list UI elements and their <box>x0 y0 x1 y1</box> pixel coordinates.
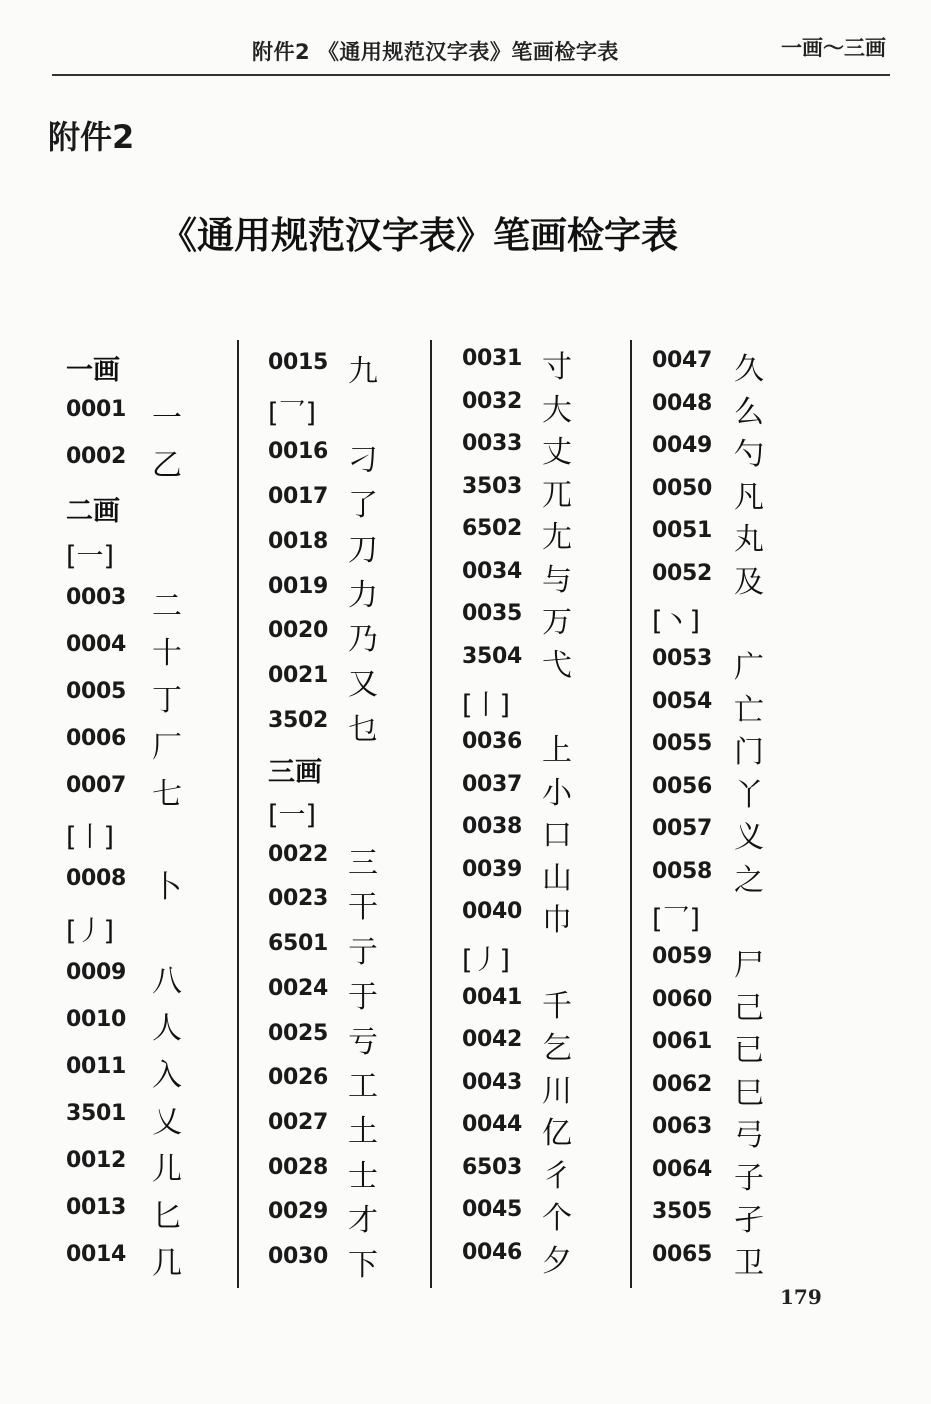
hanzi-char: 么 <box>734 394 764 430</box>
hanzi-char: 勺 <box>734 437 764 473</box>
char-code: 0011 <box>66 1054 127 1080</box>
hanzi-char: 夕 <box>542 1244 572 1279</box>
char-code: 0042 <box>462 1027 523 1053</box>
char-code: 0026 <box>268 1065 329 1091</box>
char-code: 0019 <box>268 573 329 599</box>
hanzi-char: 人 <box>152 1011 182 1047</box>
hanzi-char: 入 <box>152 1058 182 1094</box>
char-code: 0007 <box>66 772 127 798</box>
char-code: 0025 <box>268 1020 329 1046</box>
first-stroke-subheading: [一] <box>66 540 115 572</box>
hanzi-char: 下 <box>348 1248 378 1283</box>
hanzi-char: 八 <box>152 964 182 1000</box>
page-number: 179 <box>780 1285 822 1309</box>
hanzi-char: 士 <box>348 1158 378 1194</box>
hanzi-char: 门 <box>734 735 764 771</box>
first-stroke-subheading: [丿] <box>462 945 511 976</box>
char-code: 0063 <box>652 1114 713 1140</box>
char-code: 0059 <box>652 944 713 969</box>
char-code: 0029 <box>268 1199 329 1225</box>
hanzi-char: 乞 <box>542 1031 572 1067</box>
hanzi-char: 丈 <box>542 435 572 471</box>
hanzi-char: 尢 <box>542 520 572 556</box>
char-code: 0044 <box>462 1112 523 1138</box>
hanzi-char: 凡 <box>734 479 764 515</box>
hanzi-char: 小 <box>542 775 572 811</box>
hanzi-char: 孑 <box>734 1203 764 1239</box>
char-code: 0021 <box>268 662 329 688</box>
char-code: 0024 <box>268 975 329 1001</box>
char-code: 0037 <box>462 771 523 797</box>
char-code: 3502 <box>268 707 329 733</box>
char-code: 0039 <box>462 856 523 882</box>
hanzi-char: 寸 <box>542 350 572 385</box>
hanzi-char: 刁 <box>348 443 378 479</box>
hanzi-char: 川 <box>542 1073 572 1109</box>
char-code: 0057 <box>652 816 713 842</box>
stroke-count-heading: 一画 <box>66 355 120 386</box>
char-code: 0060 <box>652 986 713 1012</box>
char-code: 0008 <box>66 866 127 892</box>
hanzi-char: 子 <box>734 1160 764 1196</box>
char-code: 3503 <box>462 473 523 499</box>
hanzi-char: 干 <box>348 890 378 926</box>
hanzi-char: 上 <box>542 733 572 769</box>
char-code: 0048 <box>652 390 713 416</box>
page-title: 《通用规范汉字表》笔画检字表 <box>160 214 678 257</box>
hanzi-char: 丸 <box>734 522 764 558</box>
column-divider <box>430 340 432 1288</box>
hanzi-char: 山 <box>542 860 572 896</box>
hanzi-char: 及 <box>734 564 764 600</box>
hanzi-char: 二 <box>152 588 182 624</box>
hanzi-char: 弓 <box>734 1118 764 1154</box>
char-code: 0065 <box>652 1242 713 1267</box>
hanzi-char: 与 <box>542 562 572 598</box>
hanzi-char: 乃 <box>348 622 378 658</box>
char-code: 0034 <box>462 558 523 584</box>
hanzi-char: 千 <box>542 988 572 1024</box>
char-code: 0043 <box>462 1069 523 1095</box>
first-stroke-subheading: [乛] <box>652 904 701 936</box>
first-stroke-subheading: [一] <box>268 800 317 831</box>
char-code: 0046 <box>462 1240 523 1265</box>
hanzi-char: 己 <box>734 990 764 1026</box>
running-title: 附件2 《通用规范汉字表》笔画检字表 <box>252 40 619 64</box>
hanzi-char: 几 <box>152 1246 182 1281</box>
hanzi-char: 乙 <box>152 447 182 483</box>
char-code: 0058 <box>652 858 713 884</box>
running-stroke-range: 一画～三画 <box>781 36 886 60</box>
char-code: 0041 <box>462 984 523 1010</box>
hanzi-char: 大 <box>542 392 572 428</box>
hanzi-char: 儿 <box>152 1152 182 1188</box>
char-code: 0064 <box>652 1156 713 1182</box>
stroke-count-heading: 二画 <box>66 495 120 527</box>
char-code: 0045 <box>462 1197 523 1223</box>
hanzi-char: 个 <box>542 1201 572 1237</box>
hanzi-char: 三 <box>348 845 378 881</box>
char-code: 0049 <box>652 433 713 459</box>
hanzi-char: 久 <box>734 352 764 387</box>
char-code: 3504 <box>462 644 523 669</box>
hanzi-char: 已 <box>734 1033 764 1069</box>
char-code: 0001 <box>66 396 127 422</box>
char-code: 0052 <box>652 560 713 586</box>
char-code: 0040 <box>462 899 523 925</box>
char-code: 0010 <box>66 1007 127 1033</box>
appendix-label: 附件2 <box>48 118 135 156</box>
hanzi-char: 乂 <box>152 1105 182 1141</box>
first-stroke-subheading: [丨] <box>462 689 511 721</box>
char-code: 0017 <box>268 484 329 510</box>
char-code: 6501 <box>268 931 329 957</box>
char-code: 0055 <box>652 731 713 757</box>
char-code: 0022 <box>268 841 329 867</box>
hanzi-char: 巾 <box>542 903 572 939</box>
char-code: 0020 <box>268 618 329 644</box>
hanzi-char: 丁 <box>152 682 182 718</box>
first-stroke-subheading: [乛] <box>268 397 317 429</box>
first-stroke-subheading: [丨] <box>66 822 115 854</box>
hanzi-char: 于 <box>348 979 378 1015</box>
char-code: 0056 <box>652 773 713 799</box>
hanzi-char: 又 <box>348 666 378 702</box>
hanzi-char: 丫 <box>734 777 764 813</box>
char-code: 0047 <box>652 348 713 373</box>
char-code: 0031 <box>462 346 523 371</box>
char-code: 0023 <box>268 886 329 912</box>
hanzi-char: 亿 <box>542 1116 572 1152</box>
char-code: 0004 <box>66 631 127 657</box>
char-code: 0013 <box>66 1195 127 1221</box>
char-code: 0032 <box>462 388 523 414</box>
char-code: 6503 <box>462 1154 523 1180</box>
char-code: 0030 <box>268 1244 329 1269</box>
column-divider <box>237 340 239 1288</box>
hanzi-char: 亍 <box>348 935 378 971</box>
hanzi-char: 弋 <box>542 648 572 683</box>
char-code: 0038 <box>462 814 523 840</box>
char-code: 0062 <box>652 1071 713 1097</box>
hanzi-char: 厂 <box>152 729 182 765</box>
hanzi-char: 亏 <box>348 1024 378 1060</box>
hanzi-char: 土 <box>348 1113 378 1149</box>
char-code: 0035 <box>462 601 523 627</box>
hanzi-char: 卜 <box>152 870 182 906</box>
hanzi-char: 十 <box>152 635 182 671</box>
hanzi-char: 九 <box>348 354 378 389</box>
char-code: 0053 <box>652 646 713 671</box>
char-code: 0050 <box>652 475 713 501</box>
hanzi-char: 口 <box>542 818 572 854</box>
char-code: 0061 <box>652 1029 713 1055</box>
char-code: 0015 <box>268 350 329 375</box>
char-code: 0018 <box>268 528 329 554</box>
char-code: 0002 <box>66 443 127 469</box>
running-header <box>52 22 890 76</box>
hanzi-char: 卫 <box>734 1246 764 1281</box>
char-code: 0003 <box>66 584 127 610</box>
char-code: 0006 <box>66 725 127 751</box>
hanzi-char: 义 <box>734 820 764 856</box>
char-code: 0028 <box>268 1154 329 1180</box>
first-stroke-subheading: [丿] <box>66 916 115 948</box>
char-code: 0033 <box>462 431 523 457</box>
char-code: 0051 <box>652 518 713 544</box>
hanzi-char: 了 <box>348 488 378 524</box>
char-code: 3505 <box>652 1199 713 1225</box>
char-code: 0012 <box>66 1148 127 1174</box>
hanzi-char: 乜 <box>348 711 378 747</box>
char-code: 0005 <box>66 678 127 704</box>
hanzi-char: 尸 <box>734 948 764 983</box>
hanzi-char: 兀 <box>542 477 572 513</box>
hanzi-char: 巳 <box>734 1075 764 1111</box>
hanzi-char: 七 <box>152 776 182 812</box>
hanzi-char: 匕 <box>152 1199 182 1235</box>
char-code: 0014 <box>66 1242 127 1267</box>
char-code: 0009 <box>66 960 127 986</box>
hanzi-char: 才 <box>348 1203 378 1239</box>
char-code: 3501 <box>66 1101 127 1127</box>
hanzi-char: 亡 <box>734 692 764 728</box>
first-stroke-subheading: [丶] <box>652 606 701 638</box>
hanzi-char: 之 <box>734 862 764 898</box>
char-code: 0016 <box>268 439 329 465</box>
char-code: 6502 <box>462 516 523 542</box>
hanzi-char: 刀 <box>348 532 378 568</box>
hanzi-char: 万 <box>542 605 572 641</box>
hanzi-char: 彳 <box>542 1158 572 1194</box>
hanzi-char: 工 <box>348 1069 378 1105</box>
hanzi-char: 力 <box>348 577 378 613</box>
char-code: 0054 <box>652 688 713 714</box>
stroke-count-heading: 三画 <box>268 757 322 789</box>
hanzi-char: 一 <box>152 400 182 436</box>
column-divider <box>630 340 632 1288</box>
char-code: 0027 <box>268 1109 329 1135</box>
hanzi-char: 广 <box>734 650 764 685</box>
char-code: 0036 <box>462 729 523 755</box>
